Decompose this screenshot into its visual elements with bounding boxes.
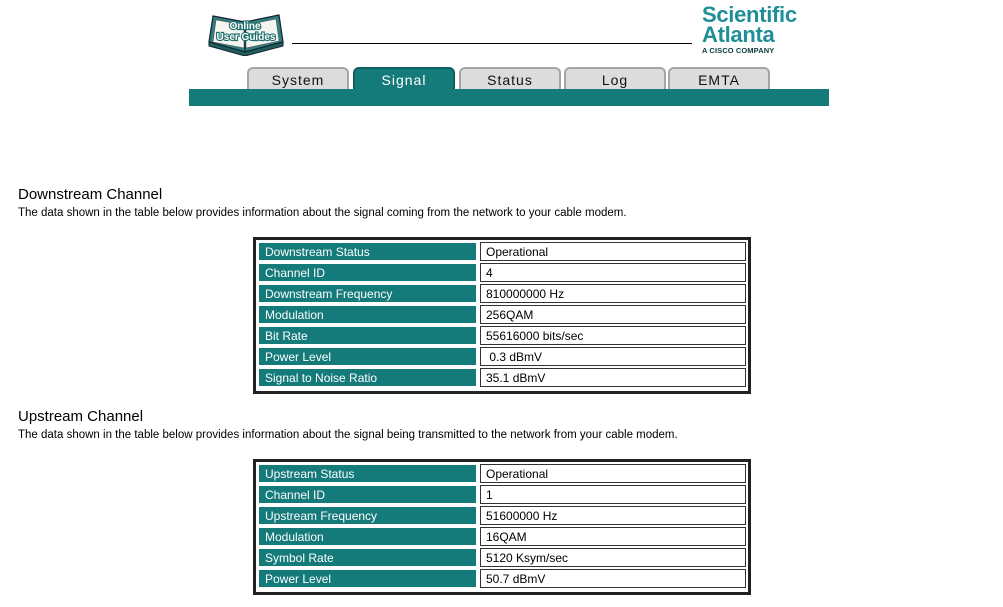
brand-logo: [702, 2, 822, 55]
row-label: Upstream Frequency: [258, 506, 477, 525]
logo-text-line1: Online: [229, 21, 261, 32]
row-value: 256QAM: [480, 305, 746, 324]
tab-log[interactable]: Log: [564, 67, 666, 89]
brand-line1: Scientific: [702, 2, 797, 27]
row-label: Channel ID: [258, 263, 477, 282]
row-label: Signal to Noise Ratio: [258, 368, 477, 387]
nav-tabs: [247, 67, 777, 89]
header-divider: [292, 43, 692, 44]
row-value: 16QAM: [480, 527, 746, 546]
row-value: 5120 Ksym/sec: [480, 548, 746, 567]
upstream-table: [253, 459, 751, 595]
row-value: Operational: [480, 242, 746, 261]
table-row: [258, 569, 746, 590]
row-label: Downstream Frequency: [258, 284, 477, 303]
row-label: Modulation: [258, 527, 477, 546]
tab-signal[interactable]: Signal: [353, 67, 455, 90]
row-label: Modulation: [258, 305, 477, 324]
downstream-title: Downstream Channel: [18, 186, 163, 203]
tab-emta[interactable]: EMTA: [668, 67, 770, 89]
online-user-guides-logo[interactable]: [207, 12, 285, 56]
row-value: 50.7 dBmV: [480, 569, 746, 588]
logo-text-line2: User Guides: [216, 32, 276, 43]
table-row: [258, 263, 746, 284]
upstream-description: The data shown in the table below provides information about the signal being transmitted to the network from your cable modem.: [18, 429, 678, 441]
table-row: [258, 527, 746, 548]
row-label: Bit Rate: [258, 326, 477, 345]
row-label: Downstream Status: [258, 242, 477, 261]
table-row: [258, 305, 746, 326]
downstream-table: [253, 237, 751, 394]
brand-subtitle: A CISCO COMPANY: [702, 46, 775, 55]
nav-bar: [189, 89, 829, 106]
row-value: 1: [480, 485, 746, 504]
row-value: 55616000 bits/sec: [480, 326, 746, 345]
upstream-title: Upstream Channel: [18, 408, 144, 425]
row-value: 4: [480, 263, 746, 282]
row-label: Channel ID: [258, 485, 477, 504]
brand-line2: Atlanta: [702, 22, 775, 47]
tab-status[interactable]: Status: [459, 67, 561, 89]
tab-system[interactable]: System: [247, 67, 349, 89]
table-row: [258, 548, 746, 569]
row-value: 51600000 Hz: [480, 506, 746, 525]
row-value: 35.1 dBmV: [480, 368, 746, 387]
table-row: [258, 506, 746, 527]
table-row: [258, 326, 746, 347]
table-row: [258, 347, 746, 368]
row-value: Operational: [480, 464, 746, 483]
row-value: 0.3 dBmV: [480, 347, 746, 366]
table-row: [258, 485, 746, 506]
table-row: [258, 284, 746, 305]
table-row: [258, 242, 746, 263]
row-value: 810000000 Hz: [480, 284, 746, 303]
row-label: Symbol Rate: [258, 548, 477, 567]
downstream-description: The data shown in the table below provides information about the signal coming from the network to your cable modem.: [18, 207, 627, 219]
table-row: [258, 368, 746, 389]
row-label: Power Level: [258, 569, 477, 588]
row-label: Power Level: [258, 347, 477, 366]
table-row: [258, 464, 746, 485]
row-label: Upstream Status: [258, 464, 477, 483]
